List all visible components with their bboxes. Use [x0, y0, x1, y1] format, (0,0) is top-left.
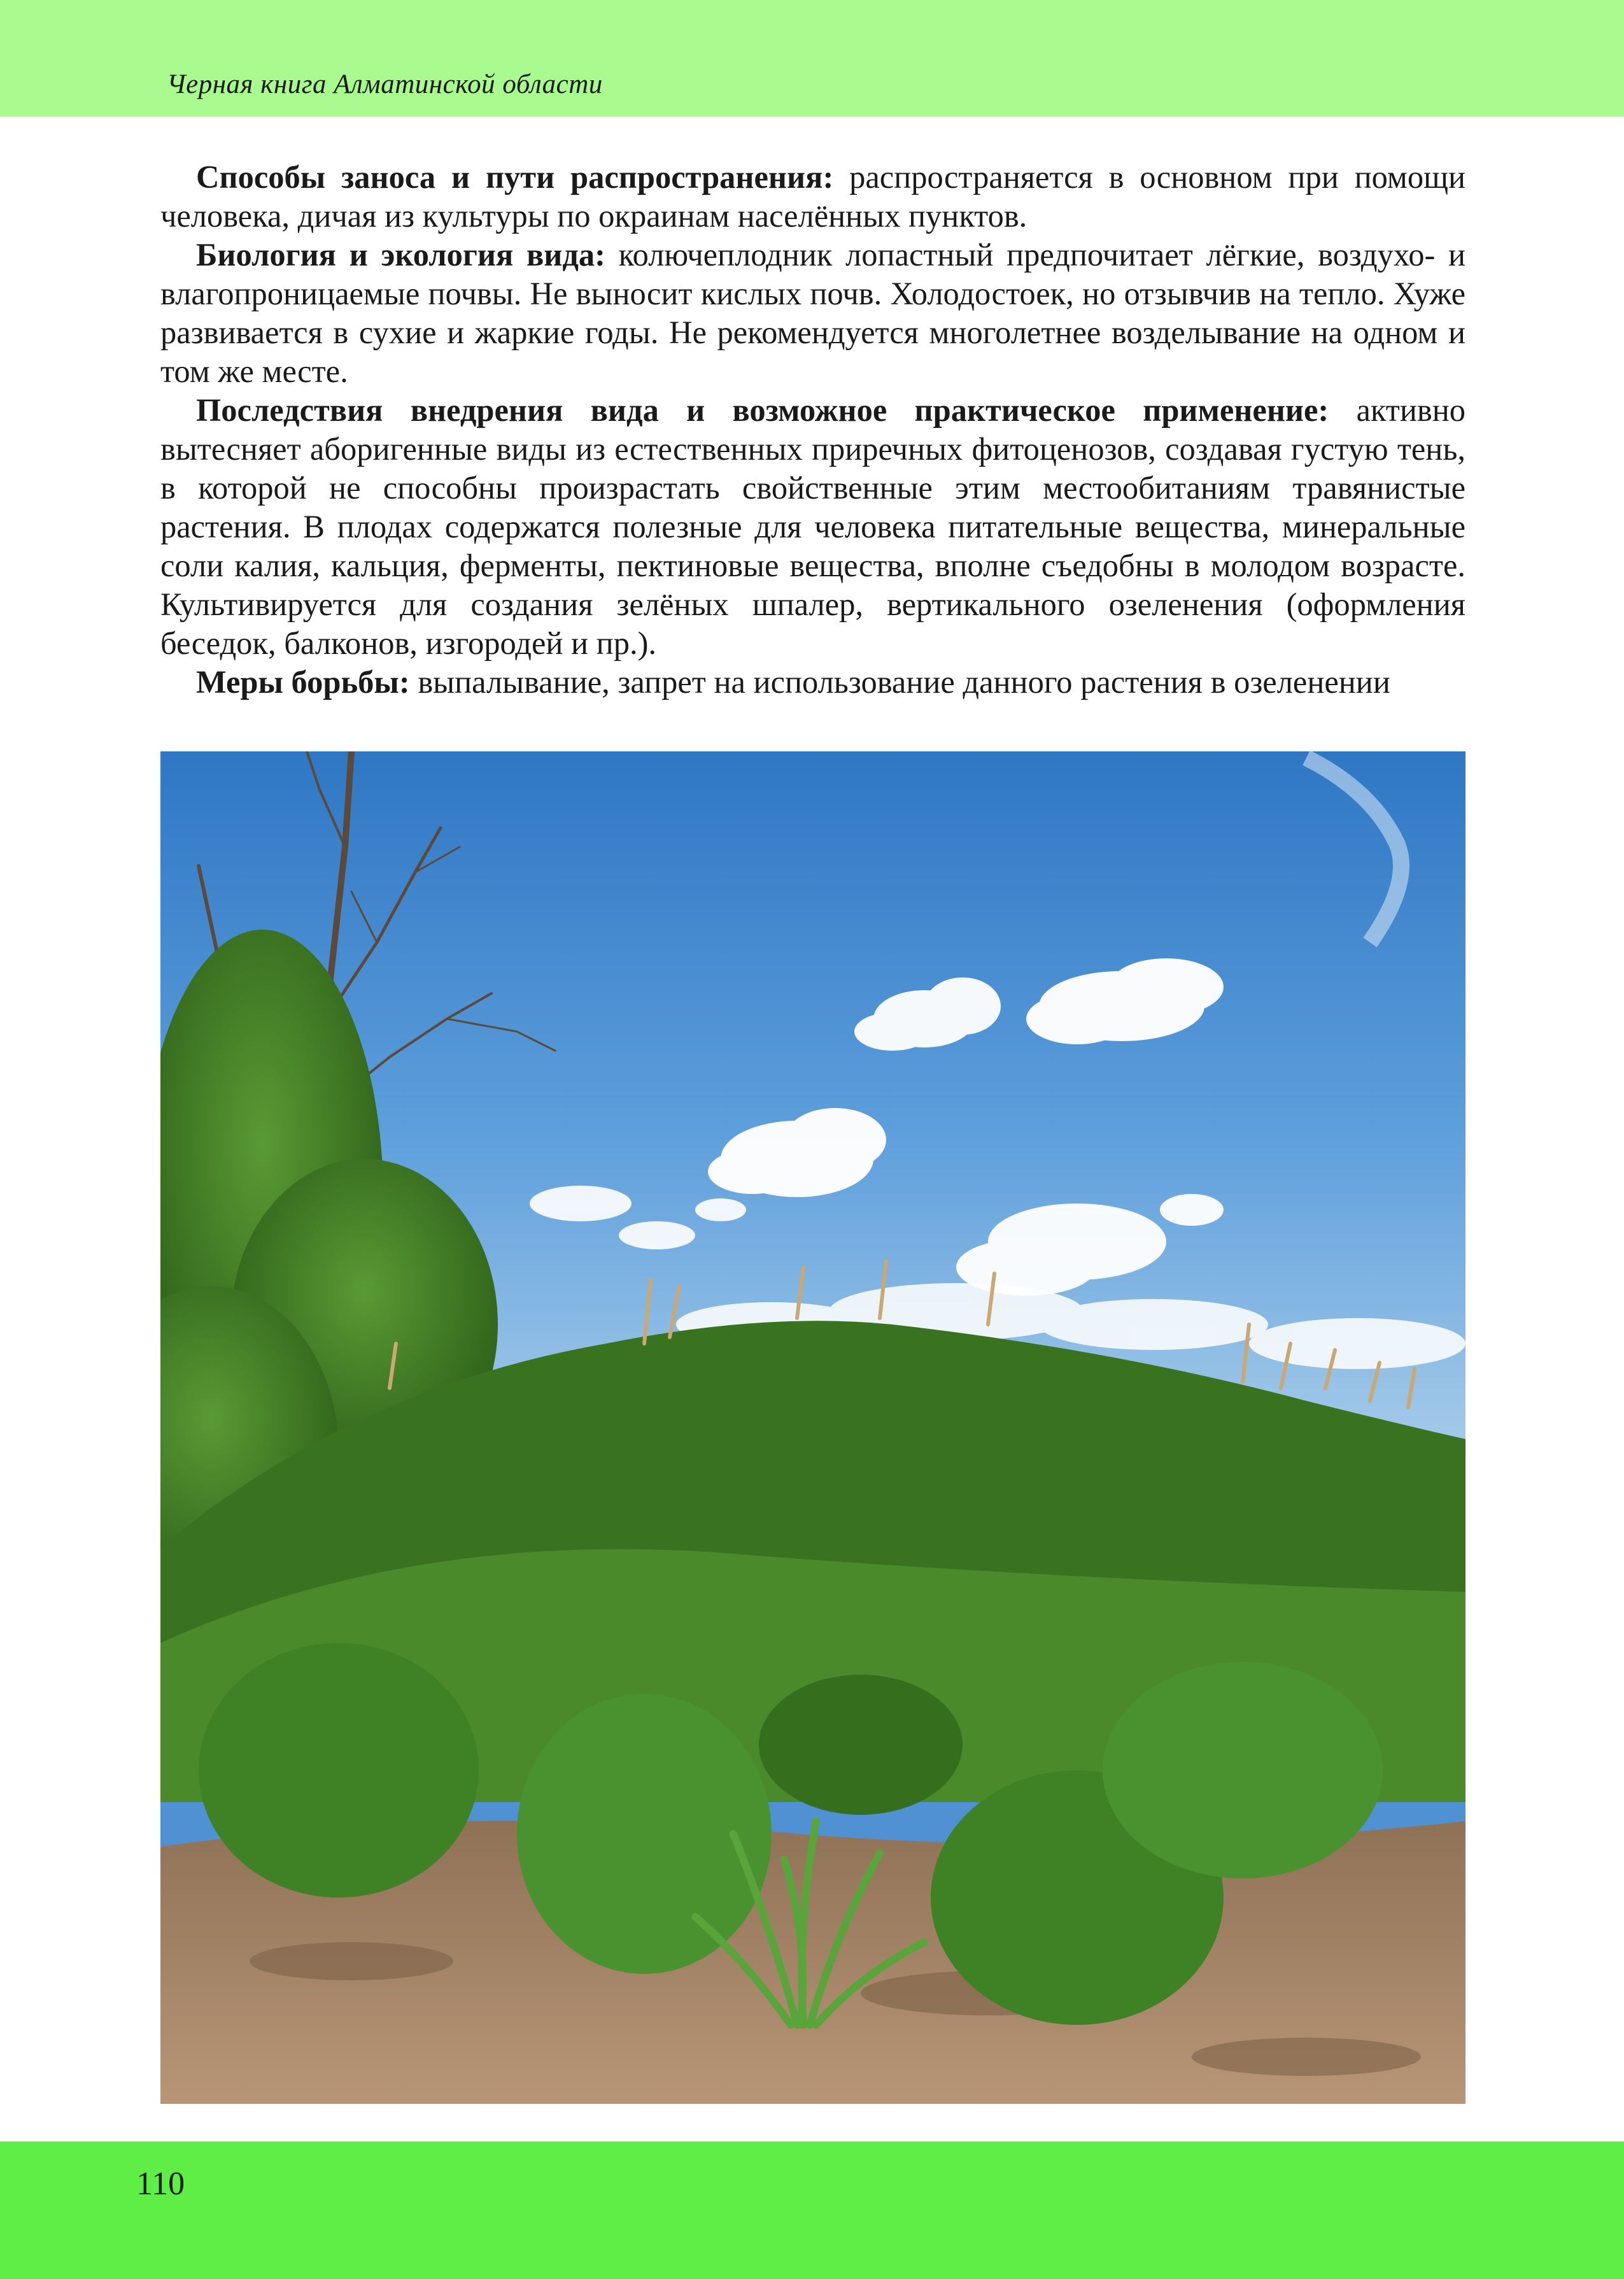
running-title: Черная книга Алматинской области	[167, 69, 603, 99]
habitat-photo-drawing	[160, 751, 1465, 2104]
page-number: 110	[136, 2166, 185, 2202]
paragraph-body: распространяется в основном при помощи человека, дичая из культуры по окраинам населённых пунктов.	[160, 159, 1466, 234]
habitat-photo	[160, 751, 1465, 2104]
paragraph-introduction-routes	[160, 158, 1465, 236]
paragraph-heading: Биология и экология вида:	[196, 237, 605, 273]
paragraph-control-measures	[160, 663, 1465, 702]
paragraph-heading: Последствия внедрения вида и возможное практическое применение:	[196, 392, 1329, 428]
paragraph-body: колючеплодник лопастный предпочитает лёгкие, воздухо- и влагопроницаемые почвы. Не выносит кислых почв. Холодостоек, но отзывчив на тепло. Хуже развивается в сухие и жаркие годы. Не рекомендуется многолетнее возделывание на одном и том же месте.	[160, 237, 1465, 389]
paragraph-body: выпалывание, запрет на использование данного растения в озеленении	[409, 664, 1390, 700]
paragraph-body: активно вытесняет аборигенные виды из естественных приречных фитоценозов, создавая густую тень, в которой не способны произрастать свойственные этим местообитаниям травянистые растения. В плодах содержатся полезные для человека питательные вещества, минеральные соли калия, кальция, ферменты, пектиновые вещества, вполне съедобны в молодом возрасте. Культивируется для создания зелёных шпалер, вертикального озеленения (оформления беседок, балконов, изгородей и пр.).	[160, 392, 1465, 661]
paragraph-heading: Способы заноса и пути распространения:	[196, 159, 834, 195]
paragraph-heading: Меры борьбы:	[196, 664, 410, 700]
main-text	[160, 158, 1465, 702]
paragraph-consequences-use	[160, 391, 1465, 663]
paragraph-biology-ecology	[160, 236, 1465, 391]
footer-band	[0, 2141, 1624, 2279]
